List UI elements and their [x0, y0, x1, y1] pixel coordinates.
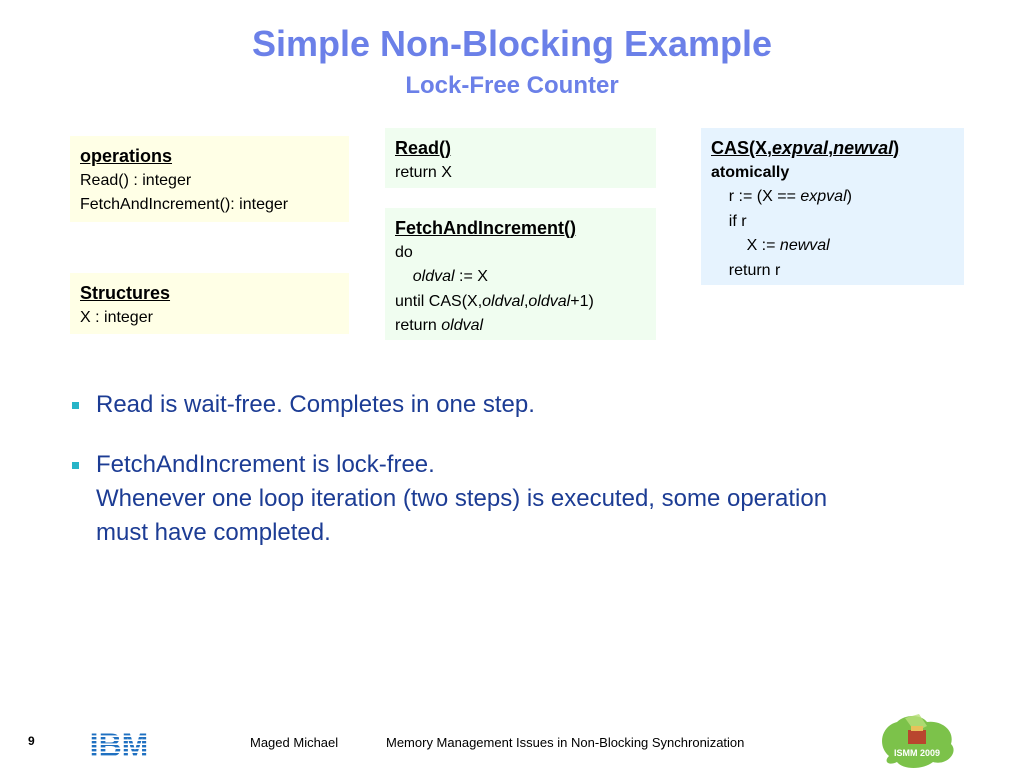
fai-line-return: [395, 314, 646, 339]
operations-box: [70, 136, 349, 222]
cas-box: [701, 128, 964, 285]
bullet-text: Whenever one loop iteration (two steps) is executed, some operation: [96, 485, 828, 512]
bullet-text: must have completed.: [96, 519, 331, 546]
bullet-item: [70, 388, 990, 422]
read-header: Read(): [395, 138, 452, 158]
fai-until-c: ,: [523, 292, 529, 310]
structures-line: X : integer: [80, 308, 153, 326]
structures-header: Structures: [80, 283, 171, 303]
cas-header: [711, 136, 954, 161]
fai-until-e: +1): [570, 292, 594, 310]
cas-line-r: [711, 185, 954, 210]
cas-line-if: [711, 210, 954, 235]
footer-author: Maged Michael: [250, 735, 339, 750]
fai-until-a: until CAS(X,: [395, 292, 483, 310]
footer-talk-title: Memory Management Issues in Non-Blocking Synchronization: [386, 735, 745, 750]
fai-assign-rest: := X: [454, 268, 488, 285]
bullet-item: [70, 448, 990, 550]
cas-line-assign: [711, 234, 954, 259]
cas-l1-b: expval: [800, 188, 847, 205]
ibm-logo-text: IBM: [89, 729, 149, 759]
fai-line-assign: [395, 265, 646, 290]
cas-l4: return r: [728, 261, 781, 279]
cas-line-return: [711, 259, 954, 284]
cas-h-c: ,: [828, 138, 834, 158]
cas-l1-a: r := (X ==: [728, 188, 801, 205]
fai-until-b: oldval: [482, 292, 524, 310]
bullet-text: FetchAndIncrement is lock-free.: [96, 451, 435, 478]
cas-l1-c: ): [846, 188, 852, 205]
bullet-list: [70, 388, 990, 576]
cas-l3-b: newval: [779, 237, 830, 254]
bullet-text: Read is wait-free. Completes in one step.: [96, 391, 535, 418]
cas-h-e: ): [893, 138, 900, 158]
read-box: [385, 128, 656, 188]
slide-title: Simple Non-Blocking Example: [251, 23, 773, 64]
cas-h-d: newval: [833, 138, 894, 158]
structures-box: [70, 273, 349, 334]
fai-line-do: do: [395, 243, 413, 261]
operations-line: FetchAndIncrement(): integer: [80, 196, 289, 213]
slide-subtitle: Lock-Free Counter: [405, 72, 619, 99]
operations-header: operations: [80, 146, 173, 166]
bullet-square-icon: [72, 402, 79, 409]
fai-header: FetchAndIncrement(): [395, 218, 577, 238]
bullet-square-icon: [72, 462, 79, 469]
ismm-logo: [875, 712, 959, 768]
fai-return-b: oldval: [441, 317, 484, 334]
cas-h-a: CAS(X,: [711, 138, 773, 158]
read-line: return X: [395, 163, 452, 181]
fetch-and-increment-box: [385, 208, 656, 340]
cas-h-b: expval: [772, 138, 829, 158]
ibm-logo: [80, 729, 158, 759]
fai-oldval-var: oldval: [412, 268, 455, 285]
cas-l2: if r: [728, 212, 747, 230]
operations-line: Read() : integer: [80, 171, 192, 189]
page-number: 9: [28, 734, 35, 748]
fai-until-d: oldval: [528, 292, 571, 310]
ismm-logo-text: ISMM 2009: [893, 748, 941, 758]
fai-line-until: [395, 290, 646, 315]
cas-atomically: atomically: [711, 163, 790, 181]
cas-l3-a: X :=: [746, 237, 780, 254]
fai-return-a: return: [395, 317, 442, 334]
